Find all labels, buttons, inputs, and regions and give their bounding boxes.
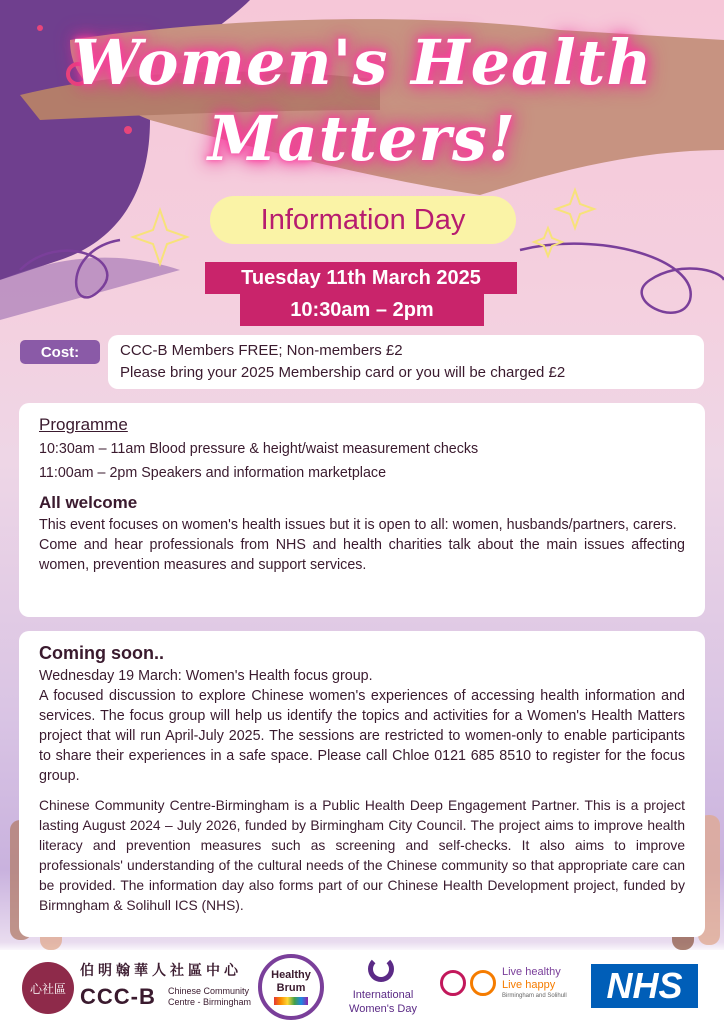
ccc-b-abbr: CCC-B bbox=[80, 984, 156, 1009]
coming-soon-heading: Coming soon.. bbox=[39, 643, 164, 663]
programme-item: 10:30am – 11am Blood pressure & height/waist measurement checks bbox=[39, 441, 479, 457]
nhs-logo bbox=[591, 964, 698, 1008]
cost-line-2: Please bring your 2025 Membership card or you will be charged £2 bbox=[120, 364, 566, 381]
iwd-line-2: Women's Day bbox=[349, 1003, 417, 1015]
footer-logos bbox=[0, 950, 724, 1024]
ccc-b-name-line-2: Centre - Birmingham bbox=[168, 997, 252, 1007]
ccc-b-name-line-1: Chinese Community bbox=[168, 986, 250, 996]
cost-line-1: CCC-B Members FREE; Non-members £2 bbox=[120, 342, 403, 359]
cost-card bbox=[108, 335, 704, 389]
welcome-heading: All welcome bbox=[39, 493, 138, 512]
info-day-badge bbox=[210, 196, 516, 244]
right-swirl bbox=[520, 244, 724, 313]
live-line-2: Live happy bbox=[502, 979, 556, 991]
focus-group-paragraph: A focused discussion to explore Chinese women's experiences of accessing health information and services. The focus group will help us identify the topics and activities for a Women's Health Matters project that will run April-July 2025. The sessions are restricted to women-only to enable participants to share their experiences in a safe space. Please call Chloe 0121 685 8510 to register for the focus group. bbox=[39, 688, 685, 784]
project-paragraph: Chinese Community Centre-Birmingham is a Public Health Deep Engagement Partner. This is a project lasting August 2024 – July 2026, funded by Birmingham City Council. The project aims to improve health literacy and prevention measures such as screening and self-checks. It also aims to improve professionals' understanding of the cultural needs of the Chinese community so that appropriate care can be provided. The information day also forms part of our Chinese Health Development project, funded by Birmngham & Solihull ICS (NHS). bbox=[39, 798, 685, 913]
healthy-brum-line-1: Healthy bbox=[271, 969, 311, 981]
ccc-b-chinese-name: 伯明翰華人社區中心 bbox=[80, 963, 242, 979]
event-time: 10:30am – 2pm bbox=[290, 298, 434, 321]
event-date: Tuesday 11th March 2025 bbox=[241, 266, 481, 289]
welcome-paragraph-1: This event focuses on women's health issues but it is open to all: women, husbands/partners, carers. bbox=[39, 517, 677, 533]
iwd-symbol-icon bbox=[368, 956, 394, 982]
smile-circle-icon bbox=[470, 970, 496, 996]
info-day-label: Information Day bbox=[260, 203, 466, 236]
rainbow-bar bbox=[274, 997, 308, 1005]
ccc-b-full-name bbox=[168, 986, 251, 1008]
focus-group-date: Wednesday 19 March: Women's Health focus group. bbox=[39, 668, 373, 684]
programme-item: 11:00am – 2pm Speakers and information marketplace bbox=[39, 465, 387, 481]
ccc-b-seal-logo bbox=[22, 962, 74, 1014]
cost-label: Cost: bbox=[20, 340, 100, 364]
iwd-line-1: International bbox=[352, 989, 414, 1001]
heart-circle-icon bbox=[440, 970, 466, 996]
healthy-brum-line-2: Brum bbox=[276, 982, 306, 994]
iwd-logo-text bbox=[343, 988, 423, 1016]
time-banner bbox=[240, 294, 484, 326]
programme-card bbox=[19, 403, 705, 617]
title-line-1: Women's Health bbox=[71, 26, 653, 99]
live-line-1: Live healthy bbox=[502, 966, 561, 978]
programme-heading: Programme bbox=[39, 415, 128, 434]
welcome-paragraph-2: Come and hear professionals from NHS and health charities talk about the main issues affecting women, prevention measures and support services. bbox=[39, 537, 685, 573]
ccc-b-seal-text: 心社區 bbox=[29, 981, 66, 996]
date-banner bbox=[205, 262, 517, 294]
healthy-brum-logo bbox=[258, 954, 324, 1020]
nhs-logo-text: NHS bbox=[606, 965, 683, 1006]
live-healthy-logo-text bbox=[502, 966, 567, 1000]
coming-soon-card bbox=[19, 631, 705, 937]
title-line-2: Matters! bbox=[207, 102, 517, 175]
live-line-3: Birmingham and Solihull bbox=[502, 993, 567, 999]
